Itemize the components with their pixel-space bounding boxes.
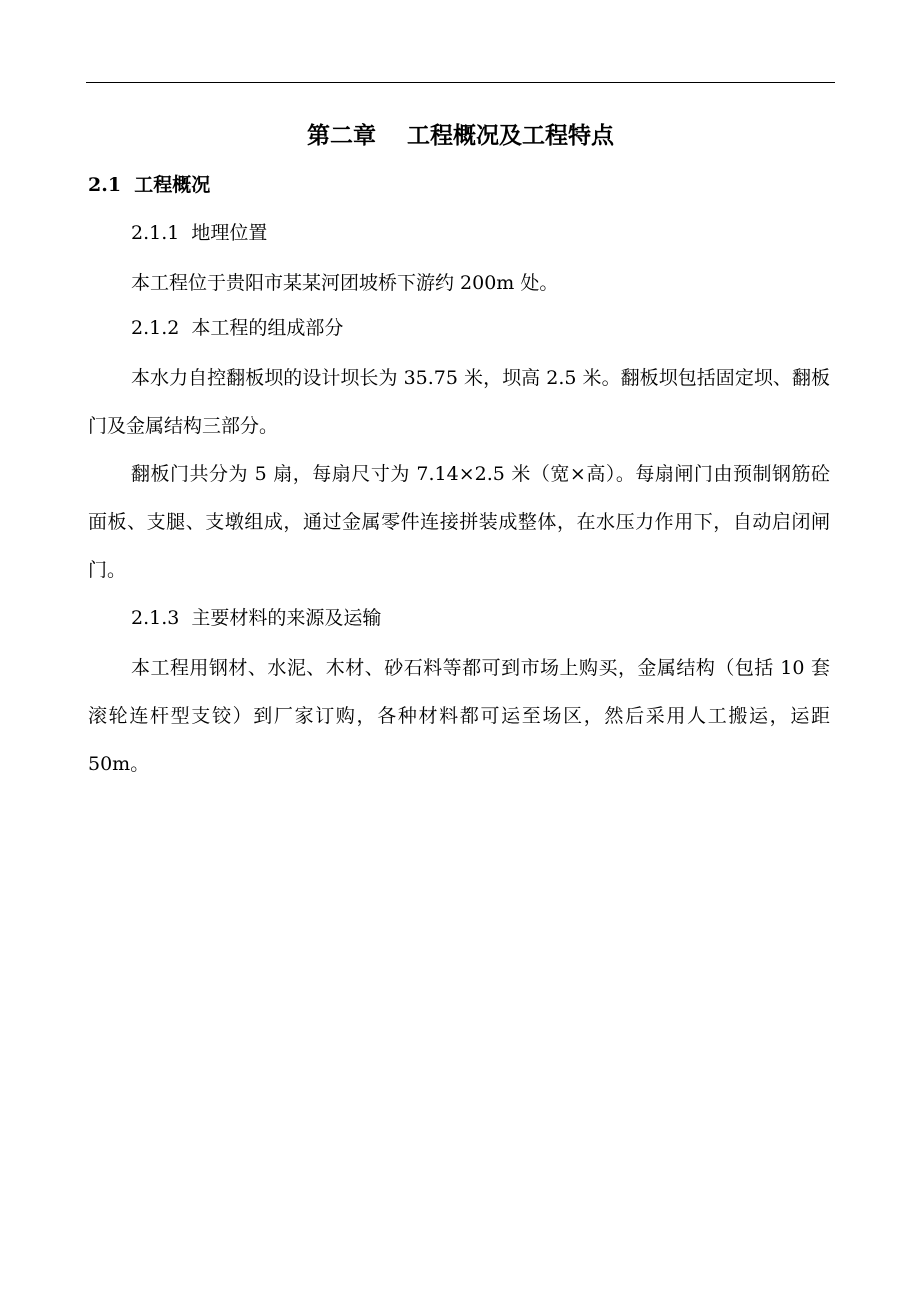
paragraph-materials: 本工程用钢材、水泥、木材、砂石料等都可到市场上购买，金属结构（包括 10 套滚轮连杆型支铰）到厂家订购，各种材料都可运至场区，然后采用人工搬运，运距 50m。 xyxy=(88,657,830,775)
subsection-heading-2-1-2: 2.1.2 本工程的组成部分 xyxy=(131,317,344,339)
header-rule xyxy=(86,82,835,83)
subsection-heading-2-1-3: 2.1.3 主要材料的来源及运输 xyxy=(131,607,382,629)
subsection-heading-2-1-1: 2.1.1 地理位置 xyxy=(131,222,268,244)
paragraph-gate-description: 翻板门共分为 5 扇，每扇尺寸为 7.14×2.5 米（宽×高）。每扇闸门由预制钢筋砼面板、支腿、支墩组成，通过金属零件连接拼装成整体，在水压力作用下，自动启闭闸门。 xyxy=(88,463,830,581)
section-heading-2-1: 2.1 工程概况 xyxy=(88,174,211,196)
paragraph-location: 本工程位于贵阳市某某河团坡桥下游约 200m 处。 xyxy=(131,272,559,294)
paragraph-composition: 本水力自控翻板坝的设计坝长为 35.75 米，坝高 2.5 米。翻板坝包括固定坝、翻板门及金属结构三部分。 xyxy=(88,367,830,437)
chapter-title: 第二章 工程概况及工程特点 xyxy=(306,122,614,149)
